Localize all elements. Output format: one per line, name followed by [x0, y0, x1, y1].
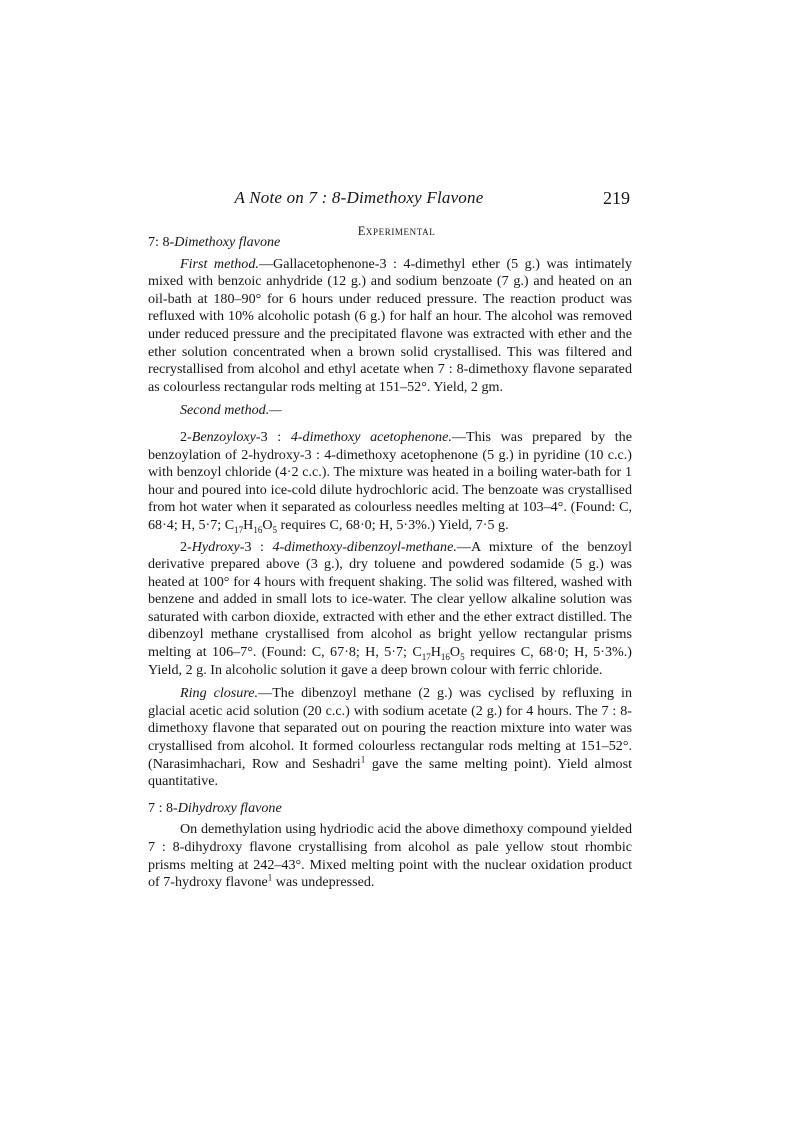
paragraph-second-method [148, 402, 632, 420]
compound-number: 3 : [244, 538, 273, 555]
paragraph-benzoyloxy [148, 429, 632, 535]
running-title: A Note on 7 : 8-Dimethoxy Flavone [234, 188, 484, 207]
paragraph-first-method [148, 256, 632, 397]
running-head [148, 188, 630, 214]
formula-subscript: 16 [253, 524, 263, 535]
paragraph-ring-closure [148, 685, 632, 791]
subheading-number: 7: 8- [148, 234, 175, 250]
subheading-title: Dimethoxy flavone [174, 234, 281, 250]
paragraph-text: On demethylation using hydriodic acid the above dimethoxy compound yielded 7 : 8-dihydroxy flavone crystallising from alcohol as pale yellow stout rhombic prisms melting at 242–43°. Mixed melting point with the nuclear oxidation product of 7-hydroxy flavone [148, 821, 632, 891]
paragraph-label: Ring closure. [180, 685, 259, 702]
paragraph-text: —The dibenzoyl methane (2 g.) was cyclised by refluxing in glacial acetic acid solution (20 c.c.) with sodium acetate (2 g.) for 4 hours. The 7 : 8-dimethoxy flavone that separated out on pouring the reaction mixture into water was crystallised from alcohol. It formed colourless rectangular rods melting at 151–52°. (Narasimhachari, Row and Seshadri [148, 685, 632, 772]
compound-name: Benzoyloxy- [191, 428, 261, 445]
compound-name: Hydroxy- [191, 538, 245, 555]
compound-number: 3 : [260, 428, 291, 445]
subheading-title: Dihydroxy flavone [177, 799, 282, 816]
reference-superscript: 1 [267, 872, 273, 883]
paragraph-text: was undepressed. [272, 874, 375, 891]
section-heading: Experimental [357, 224, 436, 238]
page-number: 219 [603, 188, 630, 208]
article-body [148, 234, 632, 892]
paragraph-text: gave the same melting point). Yield almost quantitative. [148, 755, 632, 790]
formula-subscript: 17 [421, 651, 431, 662]
formula-subscript: 5 [272, 524, 277, 535]
compound-number: 2- [180, 538, 192, 555]
formula-text: H [430, 644, 441, 661]
formula-subscript: 17 [234, 524, 244, 535]
formula-text: H [243, 516, 254, 533]
paragraph-text: —A mixture of the benzoyl derivative prepared above (3 g.), dry toluene and powdered sodamide (5 g.) was heated at 100° for 4 hours with frequent shaking. The solid was filtered, washed with benzene and added in small lots to ice-water. The clear yellow alkaline solution was saturated with carbon dioxide, extracted with ether and the ether extract distilled. The dibenzoyl methane crystallised from alcohol as bright yellow rectangular prisms melting at 106–7°. (Found: C, 67·8; H, 5·7; C [148, 538, 632, 661]
paragraph-text: —Gallacetophenone-3 : 4-dimethyl ether (5 g.) was intimately mixed with benzoic anhydride (12 g.) and sodium benzoate (7 g.) and heated on an oil-bath at 180–90° for 6 hours under reduced pressure. The reaction product was refluxed with 10% alcoholic potash (6 g.) for half an hour. The alcohol was removed under reduced pressure and the precipitated flavone was extracted with ether and the ether solution concentrated when a brown solid crystallised. This was filtered and recrystallised from alcohol and ethyl acetate when 7 : 8-dimethoxy flavone separated as colourless rectangular rods melting at 151–52°. Yield, 2 gm. [148, 255, 633, 395]
compound-name: 4-dimethoxy-dibenzoyl-methane. [272, 538, 457, 555]
formula-subscript: 16 [440, 651, 450, 662]
paragraph-label: Second method.— [180, 402, 282, 419]
paragraph-demethylation [148, 821, 632, 891]
compound-number: 2- [180, 428, 192, 445]
subheading-dimethoxy-flavone [148, 234, 632, 252]
formula-text: O [262, 516, 273, 533]
reference-superscript: 1 [360, 753, 366, 764]
compound-name: 4-dimethoxy acetophenone. [290, 428, 452, 445]
subheading-dihydroxy-flavone [148, 800, 632, 818]
paragraph-label: First method. [180, 255, 259, 272]
paragraph-hydroxy-dibenzoyl-methane [148, 539, 632, 680]
subheading-number: 7 : 8- [148, 799, 178, 816]
formula-subscript: 5 [460, 651, 465, 662]
paragraph-text: —This was prepared by the benzoylation of 2-hydroxy-3 : 4-dimethoxy acetophenone (5 g.) in pyridine (10 c.c.) with benzoyl chloride (4·2 c.c.). The mixture was heated in a boiling water-bath for 1 hour and poured into ice-cold dilute hydrochloric acid. The benzoate was crystallised from hot water when it separated as colourless needles melting at 103–4°. (Found: C, 68·4; H, 5·7; C [148, 428, 632, 533]
formula-text: O [449, 644, 461, 661]
paragraph-text: requires C, 68·0; H, 5·3%.) Yield, 2 g. In alcoholic solution it gave a deep brown colour with ferric chloride. [148, 644, 632, 678]
paragraph-text: requires C, 68·0; H, 5·3%.) Yield, 7·5 g. [277, 516, 509, 533]
